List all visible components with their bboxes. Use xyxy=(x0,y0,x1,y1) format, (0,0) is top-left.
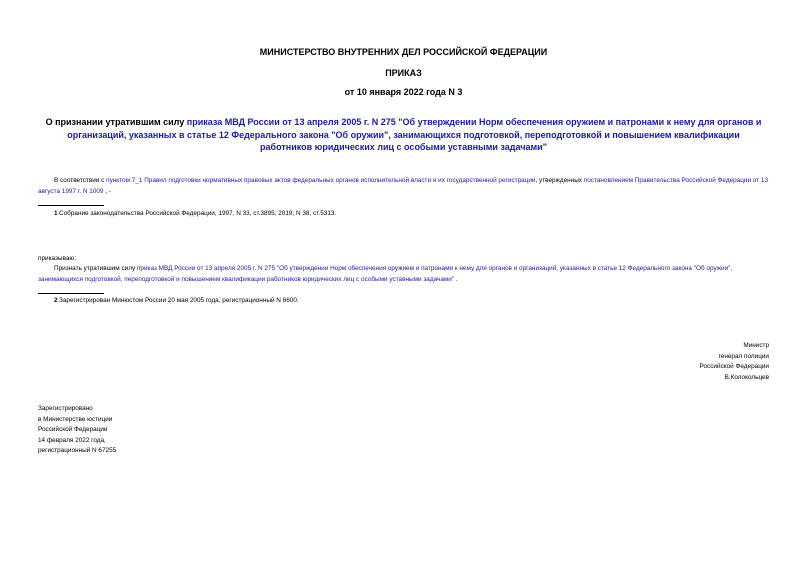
signature-line-rank: генерал полиции xyxy=(718,352,769,360)
footnote-2-mark: 2 xyxy=(54,297,58,304)
title-link[interactable]: приказа МВД России от 13 апреля 2005 г. N 275 "Об утверждении Норм обеспечения оружием и патронами к нему для органов и организаций, указанных в статье 12 Федерального закона "Об оружии", занимающихся подготовкой, переподготовкой и повышением квалификации работников юридических лиц с особыми уставными задачами" xyxy=(67,117,762,152)
preamble-link-decree[interactable]: постановлением Правительства Российской Федерации от 13 августа 1997 г. N 1009 xyxy=(38,177,769,195)
document-title xyxy=(40,116,767,154)
footnote-divider-2 xyxy=(38,293,104,294)
footnote-2-text: Зарегистрирован Минюстом России 20 мая 2005 года, регистрационный N 6600. xyxy=(59,297,299,304)
document-type: ПРИКАЗ xyxy=(385,68,422,78)
preamble-link-clause[interactable]: пунктом 7_1 xyxy=(106,177,143,184)
signature-line-name: В.Колокольцев xyxy=(724,373,769,381)
document-date: от 10 января 2022 года N 3 xyxy=(344,87,463,97)
signature-line-position: Министр xyxy=(743,342,769,349)
signature-line-country: Российской Федерации xyxy=(699,363,769,370)
footnote-1-mark: 1 xyxy=(54,210,58,217)
footnote-1 xyxy=(54,209,754,220)
registration-line-3: Российской Федерации xyxy=(38,426,108,433)
preamble-paragraph xyxy=(38,176,769,197)
order-lead: приказываю: xyxy=(38,255,76,262)
preamble-link-rules[interactable]: Правил подготовки нормативных правовых актов федеральных органов исполнительной власти и их государственной регистрации xyxy=(144,177,536,184)
registration-line-2: в Министерстве юстиции xyxy=(38,415,113,423)
footnote-1-text: Собрание законодательства Российской Федерации, 1997, N 33, ст.3895; 2019, N 38, ст.5313. xyxy=(59,210,337,217)
preamble-text-4: , - xyxy=(103,187,111,195)
order-paragraph xyxy=(38,264,769,285)
title-prefix: О признании утратившим силу xyxy=(45,117,187,127)
registration-line-4: 14 февраля 2022 года, xyxy=(38,436,106,444)
registration-block xyxy=(38,404,238,457)
footnote-2 xyxy=(54,296,754,307)
preamble-text-3: , утвержденных xyxy=(535,177,584,184)
registration-line-1: Зарегистрировано xyxy=(38,405,93,412)
ministry-heading: МИНИСТЕРСТВО ВНУТРЕННИХ ДЕЛ РОССИЙСКОЙ ФЕДЕРАЦИИ xyxy=(259,47,548,57)
signature-block xyxy=(560,341,769,383)
footnote-divider-1 xyxy=(38,205,104,206)
order-text-1: Признать утратившим силу xyxy=(54,265,137,272)
order-link[interactable]: приказ МВД России от 13 апреля 2005 г. N 275 "Об утверждении Норм обеспечения оружием и патронами к нему для органов и организаций, указанных в статье 12 Федерального закона "Об оружии", занимающихся подготовкой, переподготовкой и повышением квалификации работников юридических лиц с особыми уставными задачами" xyxy=(38,265,733,283)
order-text-2: . xyxy=(454,275,458,283)
registration-line-5: регистрационный N 67255 xyxy=(38,447,117,454)
preamble-text-1: В соответствии с xyxy=(54,177,107,184)
